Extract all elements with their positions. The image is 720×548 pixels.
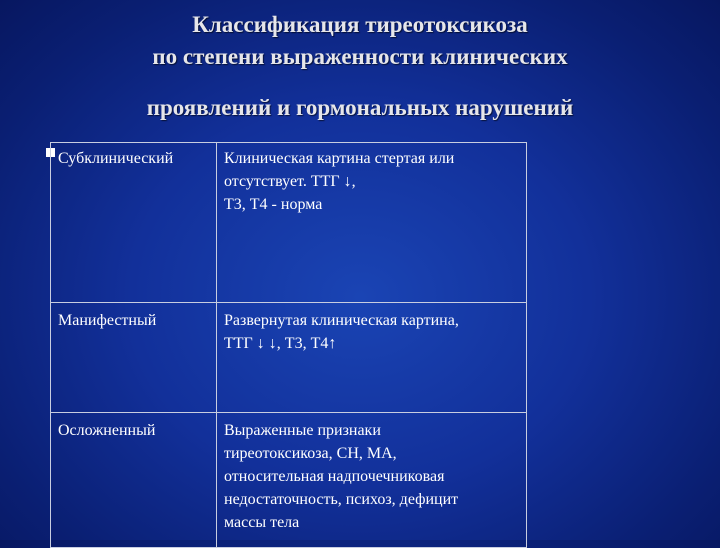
description-line: Клиническая картина стертая или: [224, 150, 455, 167]
description-line: Развернутая клиническая картина,: [224, 312, 459, 329]
description-line: недостаточность, психоз, дефицит: [224, 491, 459, 508]
degree-label: Осложненный: [58, 422, 156, 439]
description-line: ТТГ ↓ ↓, Т3, Т4↑: [224, 335, 337, 352]
description-cell: [217, 413, 527, 548]
table-row: [51, 143, 527, 303]
degree-cell: [51, 413, 217, 548]
slide-title-line-3: проявлений и гормональных нарушений: [146, 95, 574, 120]
slide-title-line-1: Классификация тиреотоксикоза: [192, 12, 528, 37]
description-line: Выраженные признаки: [224, 422, 381, 439]
description-line: массы тела: [224, 514, 300, 531]
slide-title-line-2: по степени выраженности клинических: [152, 44, 568, 69]
description-cell: [217, 143, 527, 303]
description-cell: [217, 303, 527, 413]
description-line: Т3, Т4 - норма: [224, 196, 323, 213]
table-row: [51, 303, 527, 413]
description-line: отсутствует. ТТГ ↓,: [224, 173, 356, 190]
description-line: тиреотоксикоза, СН, МА,: [224, 445, 397, 462]
degree-cell: [51, 303, 217, 413]
degree-cell: [51, 143, 217, 303]
degree-label: Манифестный: [58, 312, 157, 329]
description-line: относительная надпочечниковая: [224, 468, 445, 485]
table-row: [51, 413, 527, 548]
degree-label: Субклинический: [58, 150, 174, 167]
classification-table: [50, 142, 527, 548]
